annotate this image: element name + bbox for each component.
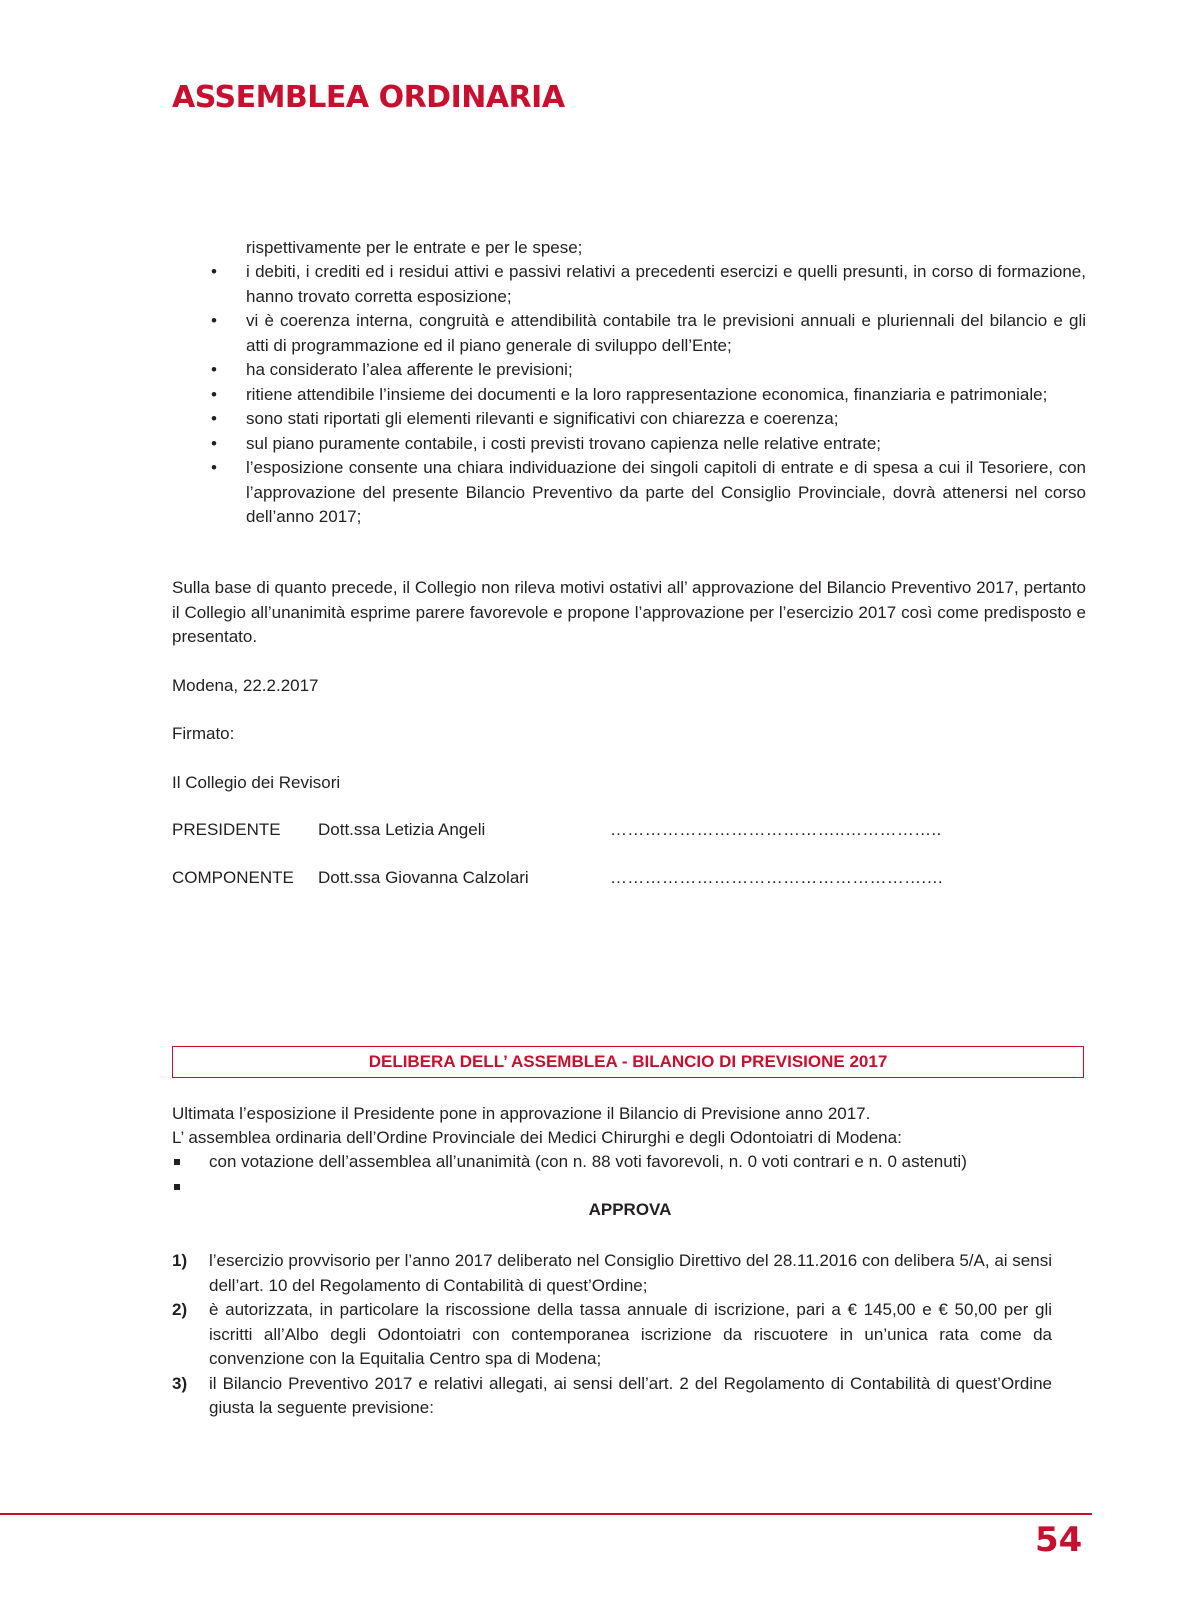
item-number: 1) [172,1251,188,1270]
bullet-item [211,260,1086,309]
page-number: 54 [1035,1520,1083,1560]
bullet-text: sono stati riportati gli elementi rilevanti e significativi con chiarezza e coerenza; [246,409,839,428]
item-text: l’esercizio provvisorio per l’anno 2017 deliberato nel Consiglio Direttivo del 28.11.2016 con delibera 5/A, ai sensi dell’art. 10 del Regolamento di Contabilità di quest’Ordine; [209,1251,1052,1295]
delibera-intro-2: L’ assemblea ordinaria dell’Ordine Provinciale dei Medici Chirurghi e degli Odontoiatri di Modena: [172,1128,902,1147]
approva-heading: APPROVA [588,1200,672,1219]
signature-line: ……………………………………………….… [610,868,944,887]
page-header-title: ASSEMBLEA ORDINARIA [172,80,565,115]
bullet-icon: • [211,433,217,453]
continuation-line: rispettivamente per le entrate e per le spese; [246,238,583,257]
bullet-icon: • [211,458,217,477]
square-bullet-list [172,1150,1086,1199]
bullet-item [211,309,1086,358]
item-text: è autorizzata, in particolare la riscossione della tassa annuale di iscrizione, pari a € 145,00 e € 50,00 per gli iscritti all’Albo degli Odontoiatri con contemporanea iscrizione da riscuotere in un’unica rata come da convenzione con la Equitalia Centro spa di Modena; [209,1300,1052,1368]
bullet-item [211,358,1086,383]
footer-rule [0,1513,1092,1515]
signature-role: COMPONENTE [172,868,294,887]
item-text: il Bilancio Preventivo 2017 e relativi allegati, ai sensi dell’art. 2 del Regolamento di Contabilità di quest’Ordine giusta la seguente previsione: [209,1373,1052,1417]
delibera-title-box: DELIBERA DELL’ ASSEMBLEA - BILANCIO DI PREVISIONE 2017 [172,1046,1084,1078]
bullet-item [211,432,1086,457]
item-number: 2) [172,1300,188,1319]
signature-name: Dott.ssa Giovanna Calzolari [318,868,529,887]
bullet-text: i debiti, i crediti ed i residui attivi e passivi relativi a precedenti esercizi e quelli presunti, in corso di formazione, hanno trovato corretta esposizione; [246,262,1086,306]
bullet-icon: • [211,311,217,330]
signature-role: PRESIDENTE [172,820,281,839]
bullet-icon: • [211,384,217,404]
square-bullet-item [172,1150,1086,1175]
bullet-item [211,456,1086,530]
numbered-item [172,1298,1052,1372]
square-bullet-item [172,1175,1086,1200]
signature-name: Dott.ssa Letizia Angeli [318,820,486,839]
bullet-item [211,383,1086,408]
bullet-text: ha considerato l’alea afferente le previsioni; [246,360,573,379]
bullet-text: ritiene attendibile l’insieme dei documenti e la loro rappresentazione economica, finanziaria e patrimoniale; [246,384,1048,404]
square-bullet-icon [174,1184,180,1190]
signed-label: Firmato: [172,724,235,743]
item-number: 3) [172,1373,188,1393]
conclusion-paragraph: Sulla base di quanto precede, il Collegio non rileva motivi ostativi all’ approvazione del Bilancio Preventivo 2017, pertanto il Collegio all’unanimità esprime parere favorevole e propone l’approvazione per l’esercizio 2017 così come predisposto e presentato. [172,578,1086,646]
square-bullet-text: con votazione dell’assemblea all’unanimità (con n. 88 voti favorevoli, n. 0 voti contrari e n. 0 astenuti) [209,1152,967,1171]
numbered-item [172,1249,1052,1298]
bullet-icon: • [211,409,217,428]
bullet-text: l’esposizione consente una chiara individuazione dei singoli capitoli di entrate e di spesa a cui il Tesoriere, con l’approvazione del presente Bilancio Preventivo da parte del Consiglio Provinciale, dovrà attenersi nel corso dell’anno 2017; [246,458,1086,526]
bullet-text: vi è coerenza interna, congruità e attendibilità contabile tra le previsioni annuali e pluriennali del bilancio e gli atti di programmazione ed il piano generale di sviluppo dell’Ente; [246,311,1086,355]
college-label: Il Collegio dei Revisori [172,773,341,792]
square-bullet-icon [174,1159,180,1165]
numbered-list [172,1249,1052,1421]
bullet-item [211,407,1086,432]
date-line: Modena, 22.2.2017 [172,676,319,695]
bullet-icon: • [211,262,217,281]
signature-line: …………………………………..…………….. [610,820,942,839]
bullet-text: sul piano puramente contabile, i costi previsti trovano capienza nelle relative entrate; [246,433,882,453]
delibera-intro-1: Ultimata l’esposizione il Presidente pone in approvazione il Bilancio di Previsione anno 2017. [172,1104,871,1123]
bullet-list [211,260,1086,530]
bullet-icon: • [211,360,217,379]
numbered-item [172,1372,1052,1421]
